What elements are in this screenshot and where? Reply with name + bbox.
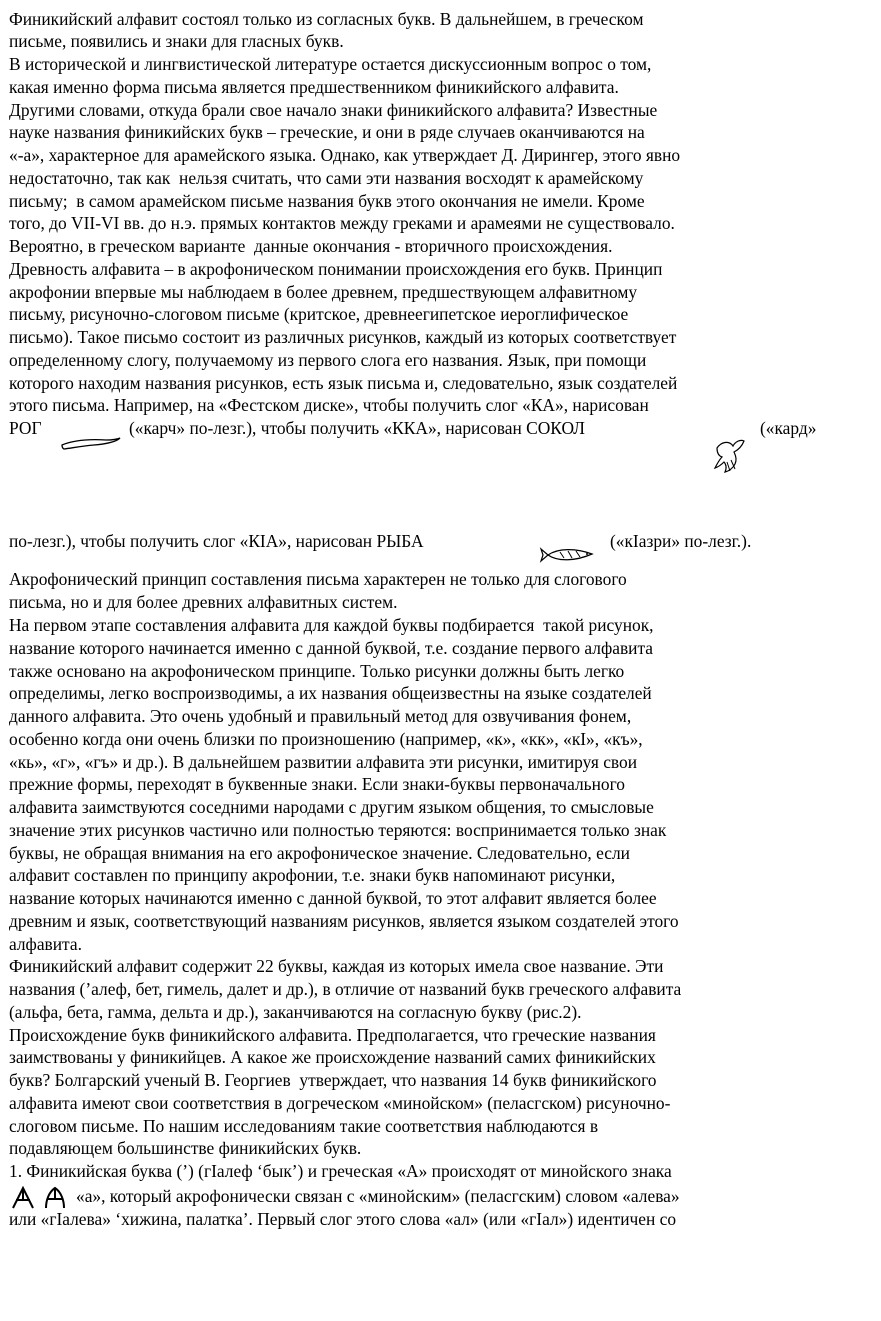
text-line: прежние формы, переходят в буквенные знаки. Если знаки-буквы первоначального (9, 774, 626, 794)
text-line: название которого начинается именно с данной буквой, т.е. создание первого алфавита (9, 638, 654, 658)
text-line: алфавит составлен по принципу акрофонии, т.е. знаки букв напоминают рисунки, (9, 865, 616, 885)
text-line: древним и язык, соответствующий названиям рисунков, является языком создателей этого (9, 911, 679, 931)
text-line: акрофонии впервые мы наблюдаем в более древнем, предшествующем алфавитному (9, 282, 638, 302)
falcon-drawing (713, 436, 747, 474)
text-line: данного алфавита. Это очень удобный и правильный метод для озвучивания фонем, (9, 706, 632, 726)
text-line: буквы, не обращая внимания на его акрофоническое значение. Следовательно, если (9, 843, 630, 863)
text-line: недостаточно, так как нельзя считать, что сами эти названия восходят к арамейскому (9, 168, 644, 188)
sokol-gloss: («кард» (760, 418, 817, 438)
text-line: определимы, легко воспроизводимы, а их названия общеизвестны на языке создателей (9, 683, 652, 703)
text-line: В исторической и лингвистической литературе остается дискуссионным вопрос о том, (9, 54, 652, 74)
fish-line-prefix: по-лезг.), чтобы получить слог «КIА», нарисован РЫБА (9, 531, 424, 551)
text-line: название которых начинаются именно с данной буквой, то этот алфавит является более (9, 888, 657, 908)
horn-drawing (60, 431, 122, 451)
text-line: Финикийский алфавит содержит 22 буквы, каждая из которых имела свое название. Эти (9, 956, 664, 976)
text-line: На первом этапе составления алфавита для каждой буквы подбирается такой рисунок, (9, 615, 654, 635)
text-line: определенному слогу, получаемому из первого слога его названия. Язык, при помощи (9, 350, 647, 370)
rog-gloss: («карч» по-лезг.), чтобы получить «ККА», нарисован СОКОЛ (129, 418, 585, 438)
text-line: букв? Болгарский ученый В. Георгиев утверждает, что названия 14 букв финикийского (9, 1070, 657, 1090)
text-line: слоговом письме. По нашим исследованиям такие соответствия наблюдаются в (9, 1116, 599, 1136)
text-line: также основано на акрофоническом принципе. Только рисунки должны быть легко (9, 661, 625, 681)
text-line: или «гIалева» ‘хижина, палатка’. Первый слог этого слова «ал» (или «гIал») идентичен со (9, 1209, 677, 1229)
text-line: письме, появились и знаки для гласных букв. (9, 31, 344, 51)
text-line: подавляющем большинстве финикийских букв. (9, 1138, 362, 1158)
text-line: Происхождение букв финикийского алфавита. Предполагается, что греческие названия (9, 1025, 656, 1045)
text-line: «а», который акрофонически связан с «минойским» (пеласгским) словом «алева» (76, 1186, 680, 1206)
text-line: письмо). Такое письмо состоит из различных рисунков, каждый из которых соответствует (9, 327, 677, 347)
text-line: алфавита имеют свои соответствия в догреческом «минойском» (пеласгском) рисуночно- (9, 1093, 671, 1113)
text-line: Древность алфавита – в акрофоническом понимании происхождения его букв. Принцип (9, 259, 663, 279)
text-line: письма, но и для более древних алфавитных систем. (9, 592, 398, 612)
text-line: того, до VII-VI вв. до н.э. прямых контактов между греками и арамеями не существовало. (9, 213, 675, 233)
text-line: значение этих рисунков частично или полностью теряются: воспринимается только знак (9, 820, 667, 840)
text-line: письму; в самом арамейском письме названия букв этого окончания не имели. Кроме (9, 191, 645, 211)
fish-gloss: («кIазри» по-лезг.). (610, 531, 752, 551)
text-line: 1. Финикийская буква (’) (гIалеф ‘бык’) и греческая «А» происходят от минойского знака (9, 1161, 672, 1181)
text-line: Другими словами, откуда брали свое начало знаки финикийского алфавита? Известные (9, 100, 658, 120)
text-line: «кь», «г», «гъ» и др.). В дальнейшем развитии алфавита эти рисунки, имитируя свои (9, 752, 638, 772)
text-line: (альфа, бета, гамма, дельта и др.), заканчиваются на согласную букву (рис.2). (9, 1002, 582, 1022)
text-line: алфавита заимствуются соседними народами с другим языком общения, то смысловые (9, 797, 654, 817)
text-line: какая именно форма письма является предшественником финикийского алфавита. (9, 77, 619, 97)
text-line: алфавита. (9, 934, 82, 954)
text-line: науке названия финикийских букв – греческие, и они в ряде случаев оканчиваются на (9, 122, 645, 142)
text-line: письму, рисуночно-слоговом письме (критское, древнеегипетское иероглифическое (9, 304, 629, 324)
text-line: Акрофонический принцип составления письма характерен не только для слогового (9, 569, 627, 589)
text-line: которого находим названия рисунков, есть язык письма и, следовательно, язык создателей (9, 373, 678, 393)
rog-word: РОГ (9, 418, 42, 438)
text-line: заимствованы у финикийцев. А какое же происхождение названий самих финикийских (9, 1047, 656, 1067)
text-line: этого письма. Например, на «Фестском диске», чтобы получить слог «КА», нарисован (9, 395, 649, 415)
text-line: Финикийский алфавит состоял только из согласных букв. В дальнейшем, в греческом (9, 9, 644, 29)
text-line: Вероятно, в греческом варианте данные окончания - вторичного происхождения. (9, 236, 613, 256)
text-line: «-а», характерное для арамейского языка. Однако, как утверждает Д. Дирингер, этого явно (9, 145, 681, 165)
minoan-a-signs (10, 1186, 72, 1210)
text-line: названия (’алеф, бет, гимель, далет и др.), в отличие от названий букв греческого алфавита (9, 979, 682, 999)
text-line: особенно когда они очень близки по произношению (например, «к», «кк», «кI», «къ», (9, 729, 643, 749)
fish-drawing (540, 546, 598, 564)
